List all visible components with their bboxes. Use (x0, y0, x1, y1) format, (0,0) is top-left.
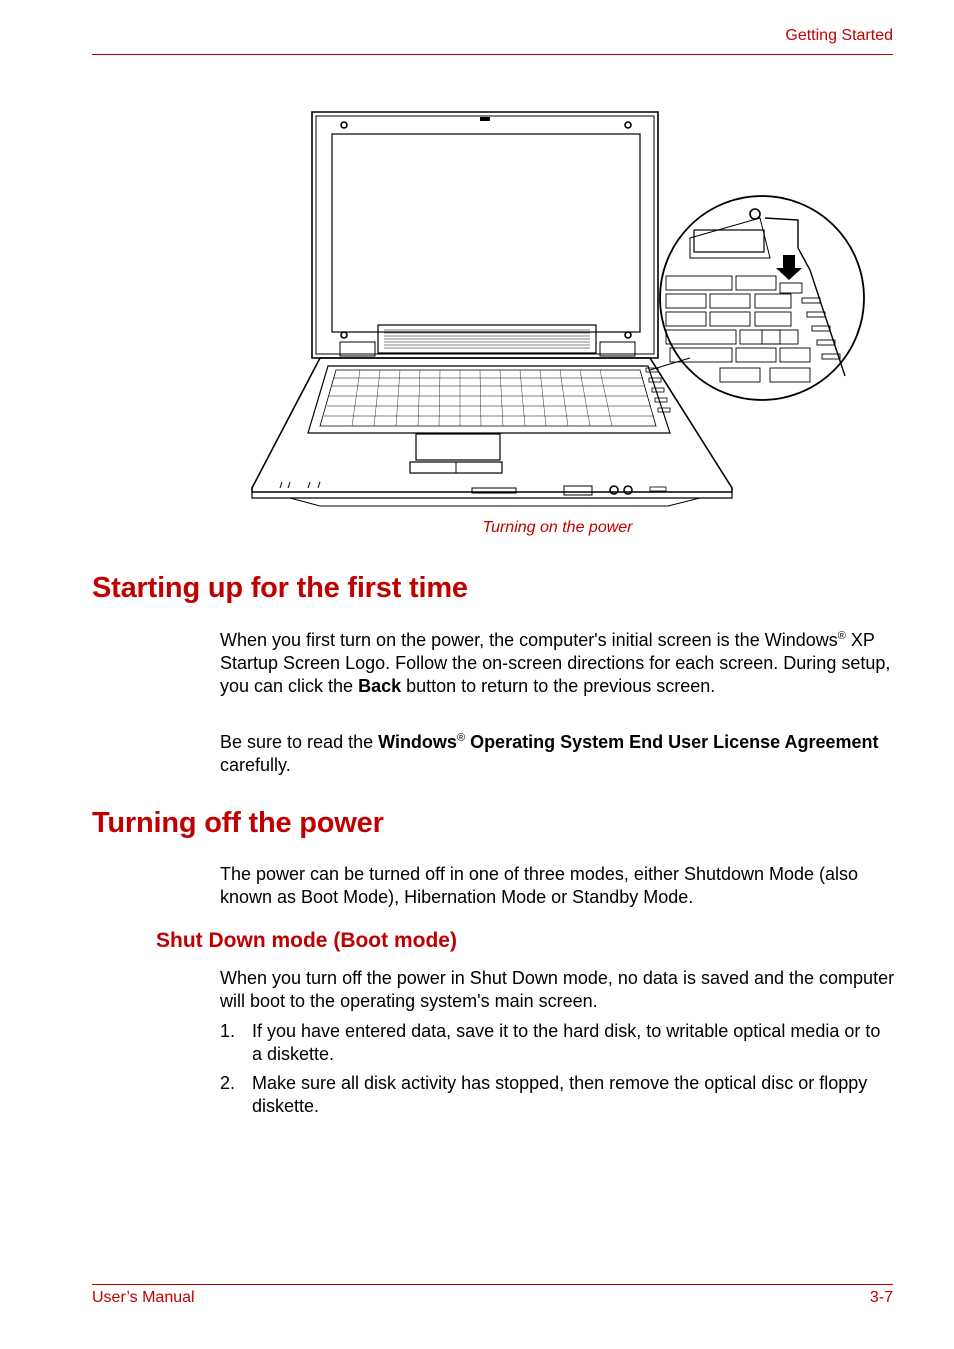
footer-manual-title: User’s Manual (92, 1289, 195, 1306)
running-head: Getting Started (785, 27, 893, 44)
back-button-label: Back (358, 676, 402, 696)
starting-p2-part2: carefully. (220, 755, 291, 775)
list-number: 2. (220, 1073, 236, 1093)
list-text: Make sure all disk activity has stopped, then remove the optical disc or floppy diskette. (252, 1073, 868, 1116)
page-number: 3-7 (869, 1289, 893, 1306)
subheading-shutdown: Shut Down mode (Boot mode) (156, 929, 457, 952)
starting-p1-part3: button to return to the previous screen. (401, 676, 716, 696)
laptop-illustration (250, 108, 865, 513)
starting-paragraph-1 (220, 629, 895, 698)
list-number: 1. (220, 1021, 236, 1041)
shutdown-paragraph: When you turn off the power in Shut Down mode, no data is saved and the computer will boot to the operating system's main screen. (220, 968, 895, 1011)
section-heading-starting: Starting up for the first time (92, 572, 468, 604)
eula-title: Operating System End User License Agreement (465, 732, 879, 752)
registered-mark: ® (837, 630, 846, 642)
footer-rule (92, 1284, 893, 1285)
registered-mark-2: ® (456, 732, 466, 744)
turning-off-paragraph: The power can be turned off in one of three modes, either Shutdown Mode (also known as Boot Mode), Hibernation Mode or Standby Mode. (220, 864, 859, 907)
starting-p2-part1: Be sure to read the (220, 732, 379, 752)
header-rule (92, 54, 893, 55)
starting-p1-part1: When you first turn on the power, the computer's initial screen is the Windows (220, 630, 838, 650)
starting-paragraph-2 (220, 731, 895, 777)
section-heading-turning-off: Turning off the power (92, 807, 384, 839)
eula-windows: Windows (378, 732, 457, 752)
starting-p1-part2: XP Startup Screen Logo. Follow the on-screen directions for each screen. During setup, you can click the (220, 630, 891, 696)
figure-caption: Turning on the power (482, 519, 633, 536)
list-text: If you have entered data, save it to the hard disk, to writable optical media or to a diskette. (252, 1021, 881, 1064)
